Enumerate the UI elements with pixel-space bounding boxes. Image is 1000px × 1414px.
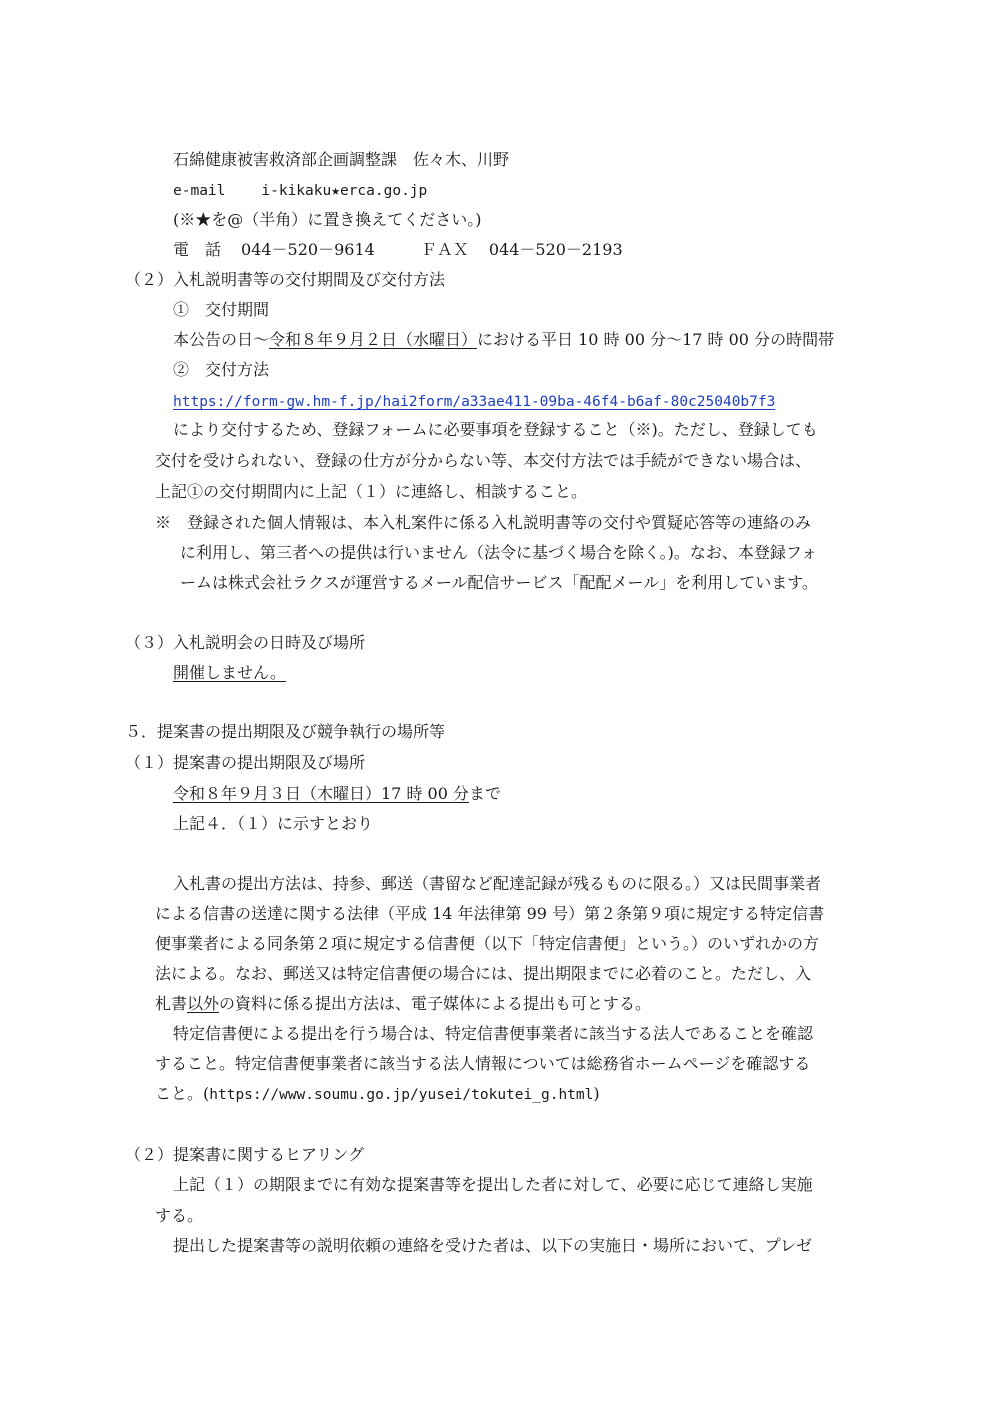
tel-label: 電 話 [173,240,222,259]
para-emphasis: 以外 [187,994,220,1013]
hearing-para-line-1: 上記（１）の期限までに有効な提案書等を提出した者に対して、必要に応じて連絡し実施 [173,1175,813,1194]
tel-value: 044－520－9614 [241,240,375,259]
section-5-2-heading: （２）提案書に関するヒアリング [125,1145,365,1164]
email-label: e-mail [173,183,226,199]
registration-form-link[interactable] [173,391,775,412]
issue-period-label: ① 交付期間 [173,300,270,319]
briefing-status [173,663,286,683]
fax-value: 044－520－2193 [488,240,623,259]
email-note: (※★を@（半角）に置き換えてください。) [173,210,482,229]
issue-method-label: ② 交付方法 [173,360,270,379]
period-suffix: における平日 10 時 00 分～17 時 00 分の時間帯 [477,330,835,349]
para-text: こと。( [155,1084,210,1103]
section-5-1-heading: （１）提案書の提出期限及び場所 [125,753,366,772]
submission-place: 上記４．（１）に示すとおり [173,814,374,833]
briefing-status-text: 開催しません。 [173,663,286,682]
submission-para-1-line-5 [155,994,651,1014]
method-para-line-2: 交付を受けられない、登録の仕方が分からない等、本交付方法では手続ができない場合は、 [155,451,812,470]
section-5-heading: ５．提案書の提出期限及び競争執行の場所等 [125,722,446,741]
contact-department: 石綿健康被害救済部企画調整課 佐々木、川野 [173,150,510,169]
hearing-para-line-2: する。 [155,1206,204,1225]
privacy-note-line-1: ※ 登録された個人情報は、本入札案件に係る入札説明書等の交付や質疑応答等の連絡のみ [155,513,812,532]
registration-url[interactable]: https://form-gw.hm-f.jp/hai2form/a33ae411-09ba-46f4-b6af-80c25040b7f3 [173,394,776,410]
presentation-para-line-1: 提出した提案書等の説明依頼の連絡を受けた者は、以下の実施日・場所において、プレゼ [173,1236,813,1255]
period-prefix: 本公告の日～ [173,330,270,349]
submission-para-1-line-3: 便事業者による同条第２項に規定する信書便（以下「特定信書便」という。）のいずれかの方 [155,934,820,953]
deadline-date: 令和８年９月３日（木曜日）17 時 00 分 [173,784,469,803]
submission-para-2-line-1: 特定信書便による提出を行う場合は、特定信書便事業者に該当する法人であることを確認 [173,1024,814,1043]
privacy-note-line-2: に利用し、第三者への提供は行いません（法令に基づく場合を除く。)。なお、本登録フォ [180,543,818,562]
method-para-line-1: により交付するため、登録フォームに必要事項を登録すること（※)。ただし、登録しても [173,420,818,439]
section-4-2-heading: （２）入札説明書等の交付期間及び交付方法 [125,270,446,289]
submission-para-2-line-3 [155,1084,600,1105]
submission-para-1-line-4: 法による。なお、郵送又は特定信書便の場合には、提出期限までに必着のこと。ただし、入 [155,964,812,983]
submission-para-2-line-2: すること。特定信書便事業者に該当する法人情報については総務省ホームページを確認する [155,1054,811,1073]
fax-label: ＦＡＸ [420,240,469,259]
submission-para-1-line-1: 入札書の提出方法は、持参、郵送（書留など配達記録が残るものに限る。）又は民間事業者 [173,874,822,893]
privacy-note-line-3: ームは株式会社ラクスが運営するメール配信サービス「配配メール」を利用しています。 [180,573,818,592]
soumu-url[interactable]: https://www.soumu.go.jp/yusei/tokutei_g.html [209,1087,594,1103]
contact-email-line [173,180,427,201]
issue-period-text [173,330,834,350]
para-text: 札書 [155,994,188,1013]
contact-phone-line [173,240,623,260]
submission-para-1-line-2: による信書の送達に関する法律（平成 14 年法律第 99 号）第２条第９項に規定する特定信書 [155,904,825,923]
deadline-suffix: まで [468,784,501,803]
submission-deadline [173,784,501,804]
method-para-line-3: 上記①の交付期間内に上記（１）に連絡し、相談すること。 [155,482,588,501]
period-deadline: 令和８年９月２日（水曜日） [269,330,478,349]
para-text: の資料に係る提出方法は、電子媒体による提出も可とする。 [219,994,652,1013]
para-text: ) [593,1084,600,1103]
section-4-3-heading: （３）入札説明会の日時及び場所 [125,633,366,652]
email-address[interactable]: i-kikaku★erca.go.jp [261,183,428,199]
